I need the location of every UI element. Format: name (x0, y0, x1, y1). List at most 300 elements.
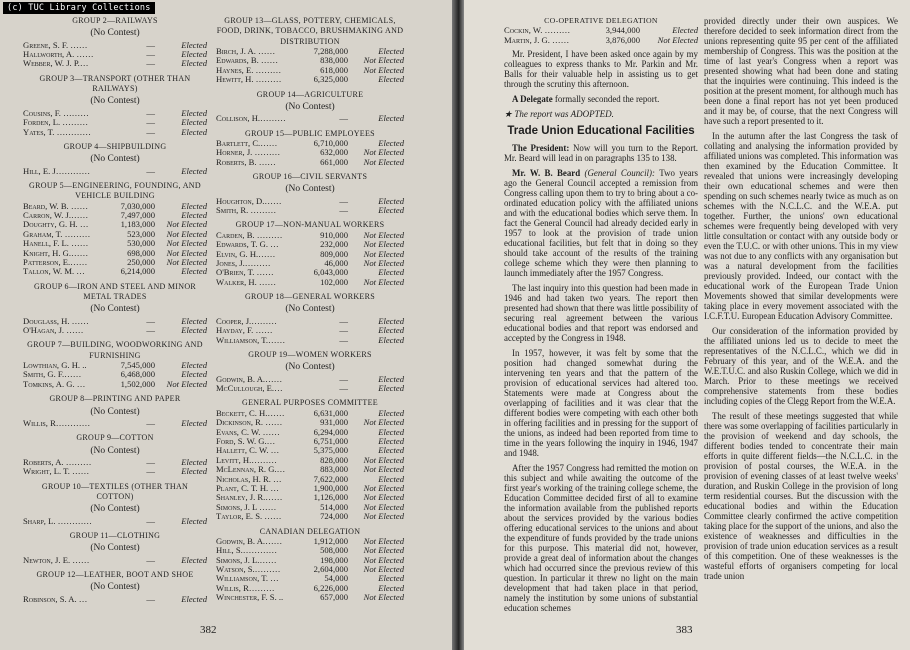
vote-count: 6,043,000 (313, 267, 348, 278)
candidate-name: Hewitt, H. ……… (216, 75, 282, 85)
candidate-name: Cockin, W. ……… (504, 26, 571, 36)
group-heading: GROUP 7—BUILDING, WOODWORKING AND FURNISHING (27, 340, 203, 360)
no-contest-label: (No Contest) (285, 362, 335, 373)
election-status: Elected (378, 267, 404, 278)
section-title: Trade Union Educational Facilities (507, 125, 695, 138)
vote-count: 1,183,000 (120, 219, 155, 230)
coop-delegation-heading: CO-OPERATIVE DELEGATION (544, 16, 658, 25)
vote-count: 6,468,000 (120, 369, 155, 380)
result-row (216, 326, 404, 335)
page-number-383: 383 (676, 624, 693, 636)
candidate-name: Hallett, C. W. … (216, 446, 280, 456)
vote-count: — (339, 113, 348, 124)
vote-count: — (146, 466, 155, 477)
no-contest-label: (No Contest) (90, 96, 140, 107)
candidate-name: Hayday, F. …… (216, 326, 273, 336)
result-row (216, 465, 404, 474)
election-status: Elected (378, 445, 404, 456)
election-status: Not Elected (363, 55, 404, 66)
no-contest-label: (No Contest) (90, 304, 140, 315)
vote-count: — (146, 515, 155, 526)
candidate-name: Godwin, B. A.…… (216, 374, 283, 384)
result-row (216, 512, 404, 521)
candidate-name: Smith, G. F.…… (23, 370, 82, 380)
result-row (23, 258, 207, 267)
candidate-name: Yates, T. ………… (23, 127, 91, 137)
vote-count: — (146, 165, 155, 176)
vote-count: — (339, 315, 348, 326)
candidate-name: Patterson, E.…… (23, 257, 88, 267)
election-status: Elected (378, 573, 404, 584)
election-status: Elected (181, 266, 207, 277)
result-row (216, 565, 404, 574)
vote-count: 1,912,000 (313, 535, 348, 546)
vote-count: 828,000 (320, 454, 348, 465)
election-status: Elected (181, 360, 207, 371)
page-number-382: 382 (200, 624, 217, 636)
vote-count: 6,226,000 (313, 582, 348, 593)
result-row (216, 158, 404, 167)
result-row (216, 259, 404, 268)
result-row (216, 336, 404, 345)
election-status: Not Elected (363, 554, 404, 565)
vote-count: 46,000 (324, 257, 348, 268)
vote-count: 102,000 (320, 276, 348, 287)
election-status: Elected (181, 165, 207, 176)
intro-paragraphs (504, 49, 698, 89)
vote-count: 2,604,000 (313, 564, 348, 575)
election-status: Elected (378, 382, 404, 393)
vote-count: 5,375,000 (313, 445, 348, 456)
vote-count: 7,497,000 (120, 209, 155, 220)
body-paragraphs-left (504, 283, 698, 613)
election-status: Elected (181, 315, 207, 326)
vote-count: 514,000 (320, 501, 348, 512)
beard-role: (General Council): (580, 167, 660, 178)
election-status: Elected (181, 209, 207, 220)
result-row (23, 109, 207, 118)
vote-count: 883,000 (320, 464, 348, 475)
election-status: Not Elected (363, 535, 404, 546)
result-row (23, 361, 207, 370)
group-heading: GROUP 10—TEXTILES (OTHER THAN COTTON) (41, 481, 189, 501)
election-status: Not Elected (363, 545, 404, 556)
election-status: Elected (378, 435, 404, 446)
vote-count: — (146, 554, 155, 565)
candidate-name: Williamson, T.…… (216, 335, 286, 345)
group-heading: GROUP 5—ENGINEERING, FOUNDING, AND VEHICLE BUILDING (29, 180, 201, 201)
vote-count: 931,000 (320, 417, 348, 428)
candidate-name: Simons, J. L.…… (216, 555, 277, 565)
result-row (23, 458, 207, 467)
vote-count: 632,000 (320, 147, 348, 158)
candidate-name: Newton, J. E. …… (23, 555, 90, 565)
candidate-name: Godwin, B. A.…… (216, 536, 283, 546)
vote-count: — (339, 195, 348, 206)
candidate-name: Carron, W. J.…… (23, 210, 89, 220)
vote-count: — (339, 334, 348, 345)
election-status: Not Elected (363, 257, 404, 268)
election-status: Not Elected (166, 256, 207, 267)
result-row (216, 197, 404, 206)
vote-count: — (146, 117, 155, 128)
result-row (216, 593, 404, 602)
election-status: Not Elected (363, 248, 404, 259)
election-status: Elected (181, 515, 207, 526)
candidate-name: Plant, C. T. H. … (216, 483, 279, 493)
candidate-name: Doughty, G. H. … (23, 220, 89, 230)
president-paragraph (504, 143, 698, 163)
group-heading: GROUP 15—PUBLIC EMPLOYEES (245, 128, 375, 138)
election-status: Elected (181, 200, 207, 211)
candidate-name: Webber, W. J. P.… (23, 59, 89, 69)
candidate-name: O'Hagan, J. …… (23, 326, 84, 336)
vote-count: 54,000 (324, 573, 348, 584)
paragraph: provided directly under their own auspices. We therefore decided to seek information direct from the unions representing quite 95 per cent of the affiliated membership of Congress. This was the position at the time of last year's Congress when a report was presented showing what had been done and stating that the inquiries were continuing. This indeed is the position at the present moment, for although much has been done a final report has not yet been produced and it may be, of course, that the next Congress will have such a report presented to it. (704, 16, 898, 126)
vote-count: 6,631,000 (313, 407, 348, 418)
result-row (23, 50, 207, 59)
result-row (23, 467, 207, 476)
vote-count: — (146, 107, 155, 118)
election-status: Elected (181, 593, 207, 604)
candidate-name: McCullough, E.… (216, 383, 283, 393)
election-status: Elected (378, 334, 404, 345)
candidate-name: Douglass, H. …… (23, 316, 89, 326)
result-row (216, 418, 404, 427)
group-heading: GROUP 8—PRINTING AND PAPER (49, 394, 181, 404)
election-status: Not Elected (166, 247, 207, 258)
vote-count: 838,000 (320, 55, 348, 66)
group-heading: GROUP 14—AGRICULTURE (256, 89, 364, 99)
election-status: Not Elected (166, 238, 207, 249)
election-column-right (216, 16, 404, 603)
result-row (216, 375, 404, 384)
vote-count: 250,000 (127, 256, 155, 267)
election-status: Elected (378, 582, 404, 593)
candidate-name: Carden, B. ……… (216, 230, 283, 240)
vote-count: — (146, 593, 155, 604)
no-contest-label: (No Contest) (90, 504, 140, 515)
election-status: Not Elected (363, 229, 404, 240)
election-status: Not Elected (363, 276, 404, 287)
president-label: The President: (512, 142, 570, 153)
result-row (216, 75, 404, 84)
candidate-name: Lowthian, G. H. .. (23, 361, 87, 371)
election-status: Elected (181, 49, 207, 59)
no-contest-label: (No Contest) (285, 184, 335, 195)
candidate-name: Evans, C. W. …… (216, 427, 280, 437)
vote-count: 910,000 (320, 229, 348, 240)
election-status: Elected (378, 315, 404, 326)
group-heading: GROUP 12—LEATHER, BOOT AND SHOE (36, 569, 194, 579)
adopted-note (504, 109, 698, 119)
group-heading: GROUP 13—GLASS, POTTERY, CHEMICALS, FOOD, DRINK, TOBACCO, BRUSHMAKING AND DISTRIBUTION (216, 16, 404, 46)
vote-count: 232,000 (320, 239, 348, 250)
election-status: Not Elected (363, 511, 404, 522)
paragraph: In 1957, however, it was felt by some that the position had changed somewhat during the intervening ten years and that the pattern of the provision of educational services had altered too. Statements were made at Congress about the overlapping of facilities and it was clear that the different bodies were competing with each other both in offering facilities and in pressing for the support of the unions, as indeed had been reported from time to time in the years following the inquiry in 1946, 1947 and 1948. (504, 347, 698, 458)
no-contest-label: (No Contest) (90, 154, 140, 165)
candidate-name: Edwards, B. …… (216, 56, 279, 66)
candidate-name: Winchester, F. S. .. (216, 593, 284, 603)
candidate-name: Graham, T. ……… (23, 229, 91, 239)
paragraph: The result of these meetings suggested that while there was some overlapping of facilities particularly in the provision of weekend and day schools, the different bodies tended to concentrate their main efforts in quite different fields—the N.C.L.C. in the provision of postal courses, the W.E.A. in the provision of evening classes of at least twelve weeks' duration, and Ruskin College in the provision of long term residential courses. But the discussion with the educational bodies and within the Education Committee clearly confirmed the active competition taking place for the support of the unions, and also the existence of weaknesses and difficulties in the provision of trade union education services as a result of this competition. One of these weaknesses is the wasteful efforts of organisers competing for local trade union (704, 411, 898, 581)
paragraph: Our consideration of the information provided by the affiliated unions led us to decide to meet the representatives of the N.C.L.C., which we did in February of this year, and of the W.E.A. and the W.E.T.U.C. and also Ruskin College, which we did in March. Prior to these meetings we received comprehensive statements from these bodies including copies of the Clegg Report from the W.E.A. (704, 326, 898, 406)
delegate-text: formally seconded the report. (552, 94, 660, 105)
vote-count: 618,000 (320, 64, 348, 75)
candidate-name: Hallworth, A. …… (23, 50, 94, 59)
vote-count: — (339, 205, 348, 216)
election-status: Elected (378, 137, 404, 148)
candidate-name: Beckett, C. H.…… (216, 408, 285, 418)
candidate-name: Levitt, H.……… (216, 455, 278, 465)
candidate-name: Jones, J.……… (216, 258, 271, 268)
paragraph: The last inquiry into this question had been made in 1946 and had taken two years. The report then presented had shown that there was little possibility of securing real agreement between the various educational bodies and that report was endorsed and accepted by the Congress in 1948. (504, 282, 698, 343)
no-contest-label: (No Contest) (90, 543, 140, 554)
vote-count: 6,214,000 (120, 266, 155, 277)
text-column-right (704, 16, 898, 586)
candidate-name: Roberts, B. …… (216, 157, 276, 167)
election-status: Elected (378, 74, 404, 85)
election-status: Not Elected (166, 378, 207, 389)
result-row (23, 517, 207, 526)
candidate-name: Shanley, J. R.…… (216, 493, 283, 503)
candidate-name: Simons, J. L …… (216, 502, 277, 512)
election-status: Not Elected (363, 156, 404, 167)
vote-count: 1,126,000 (313, 492, 348, 503)
beard-label: Mr. W. B. Beard (512, 167, 581, 178)
adopted-text: The report was ADOPTED. (514, 109, 614, 120)
candidate-name: Hill, E. J………… (23, 166, 91, 176)
vote-count: 6,294,000 (313, 426, 348, 437)
result-row (504, 36, 698, 45)
vote-count: 198,000 (320, 554, 348, 565)
election-status: Elected (378, 325, 404, 336)
page-383 (464, 0, 910, 650)
candidate-name: McLennan, R. G.… (216, 465, 286, 475)
candidate-name: Horner, J. ……… (216, 148, 281, 158)
election-status: Elected (378, 426, 404, 437)
election-status: Not Elected (363, 147, 404, 158)
group-heading: GROUP 16—CIVIL SERVANTS (252, 172, 368, 182)
election-status: Elected (181, 107, 207, 118)
election-status: Elected (181, 58, 207, 69)
result-row (23, 202, 207, 211)
election-status: Not Elected (657, 34, 698, 45)
vote-count: 1,900,000 (313, 482, 348, 493)
star-icon: ★ (504, 109, 515, 120)
result-row (23, 419, 207, 428)
vote-count: — (339, 373, 348, 384)
candidate-name: Watson, S.……… (216, 565, 281, 575)
candidate-name: Elvin, G. H.…… (216, 249, 276, 259)
vote-count: 7,545,000 (120, 360, 155, 371)
candidate-name: Edwards, T. G. … (216, 240, 279, 250)
candidate-name: Smith, R. ……… (216, 206, 277, 216)
candidate-name: Collison, H.……… (216, 114, 286, 124)
election-status: Elected (181, 325, 207, 336)
result-row (23, 267, 207, 276)
vote-count: 508,000 (320, 545, 348, 556)
election-status: Elected (672, 25, 698, 36)
election-status: Not Elected (363, 454, 404, 465)
candidate-name: Williamson, T. … (216, 574, 279, 584)
group-heading: GROUP 11—CLOTHING (69, 530, 161, 540)
election-status: Not Elected (363, 592, 404, 603)
vote-count: — (146, 58, 155, 69)
election-status: Elected (378, 373, 404, 384)
result-row (23, 41, 207, 50)
result-row (216, 114, 404, 123)
beard-paragraph (504, 168, 698, 278)
candidate-name: Cousins, F. ……… (23, 108, 89, 118)
candidate-name: Forden, L. ……… (23, 118, 89, 128)
no-contest-label: (No Contest) (90, 582, 140, 593)
election-status: Elected (181, 126, 207, 137)
result-row (216, 437, 404, 446)
vote-count: 523,000 (127, 228, 155, 239)
vote-count: — (339, 325, 348, 336)
candidate-name: Willis, R……… (216, 583, 275, 593)
candidate-name: Ford, S. W. G.… (216, 436, 276, 446)
vote-count: — (146, 456, 155, 467)
candidate-name: Haynes, E. ……… (216, 65, 282, 75)
election-status: Elected (378, 195, 404, 206)
candidate-name: Tallon, W. M. … (23, 267, 85, 277)
election-status: Elected (378, 113, 404, 124)
election-status: Elected (181, 117, 207, 128)
beard-text: Two years ago the General Council accepted a remission from Congress calling upon them to try to bring about a co-ordinated education policy with the affiliated unions and with the educational bodies which serve them. In fact the General Council had already decided early in 1957 to look at the provision of trade union educational facilities, but felt that in doing so they should take account of the results of the training college scheme which they were then planning to launch immediately after the 1957 Congress. (504, 167, 698, 278)
election-status: Not Elected (363, 482, 404, 493)
result-row (216, 428, 404, 437)
vote-count: 3,876,000 (605, 34, 640, 45)
election-status: Elected (181, 456, 207, 467)
election-status: Not Elected (166, 219, 207, 230)
coop-delegation-results (504, 26, 698, 45)
vote-count: — (146, 417, 155, 428)
result-row (216, 317, 404, 326)
vote-count: — (146, 49, 155, 59)
election-status: Not Elected (166, 228, 207, 239)
candidate-name: Knight, H. G.…… (23, 248, 89, 258)
candidate-name: Dickinson, R. …… (216, 418, 283, 428)
candidate-name: Nicholas, H. R. … (216, 474, 282, 484)
vote-count: — (339, 382, 348, 393)
election-status: Not Elected (363, 64, 404, 75)
election-column-left (23, 16, 207, 604)
candidate-name: Wright, L. T. …… (23, 467, 90, 477)
paragraph: Mr. President, I have been asked once again by my colleagues to express thanks to Mr. Parkin and Mr. Balls for their valuable help in assisting us to get through the scrutiny this afternoon. (504, 49, 698, 90)
candidate-name: Houghton, D.…… (216, 196, 282, 206)
text-column-left (504, 16, 698, 618)
group-heading: CANADIAN DELEGATION (259, 526, 361, 536)
result-row (23, 317, 207, 326)
candidate-name: Birch, J. A. …… (216, 46, 276, 56)
candidate-name: Tomkins, A. G. … (23, 379, 86, 389)
result-row (23, 128, 207, 137)
group-heading: GROUP 2—RAILWAYS (72, 16, 158, 25)
candidate-name: Walker, H. …… (216, 277, 277, 287)
candidate-name: Taylor, E. S. …… (216, 512, 282, 522)
result-row (23, 167, 207, 176)
candidate-name: Beard, W. B. …… (23, 201, 89, 211)
paragraph: After the 1957 Congress had remitted the motion on this subject and while awaiting the outcome of the first year's working of the training college scheme, the Education Committee decided first of all to examine the information available from the published reports about the services provided by the various bodies offering educational services to the unions and about the expenditure of funds provided by the trade unions for this purpose. This material did not, however, provide a great deal of information about the changes which had occurred since the previous review of this question. In particular it threw no light on the main development that had taken place in that period, namely the institution by some unions of substantial education schemes (504, 462, 698, 613)
result-row (23, 595, 207, 604)
election-status: Elected (378, 473, 404, 484)
result-row (216, 384, 404, 393)
no-contest-label: (No Contest) (285, 101, 335, 112)
page-382 (0, 0, 452, 650)
candidate-name: Hanell, F. L. …… (23, 239, 89, 249)
result-row (23, 556, 207, 565)
candidate-name: Willis, R………… (23, 418, 91, 428)
group-heading: GROUP 4—SHIPBUILDING (63, 141, 167, 151)
president-text: Now will you turn to the Report. Mr. Beard will lead in on paragraphs 135 to 138. (504, 142, 698, 163)
group-heading: GROUP 17—NON-MANUAL WORKERS (235, 220, 385, 230)
paragraph: In the autumn after the last Congress the task of collating and analysing the information provided by affiliated unions was completed. This information was then examined by the Education Committee. It revealed that unions were increasingly developing their own educational schemes and were then spending on such schemes nearly twice as much as on schemes with the N.C.L.C. and the W.E.A. put together. Further, the unions' own educational schemes were frequently being developed with very little consultation or contact with any outside body or even the T.U.C. or with other unions. This in my view was not due to any conflicts with any organisation but was a natural development from the facilities previously provided. Indeed, our contact with the educational work of the European Trade Union Movements showed that similar developments were taking place in every movement associated with the I.C.F.T.U. European Education Advisory Committee. (704, 131, 898, 321)
group-heading: GENERAL PURPOSES COMMITTEE (242, 398, 378, 408)
no-contest-label: (No Contest) (90, 406, 140, 417)
candidate-name: Hill, S.………… (216, 546, 278, 556)
candidate-name: Greene, S. F. …… (23, 40, 88, 50)
election-status: Elected (378, 45, 404, 56)
election-status: Elected (181, 39, 207, 50)
vote-count: 657,000 (320, 592, 348, 603)
delegate-paragraph (504, 94, 698, 104)
vote-count: 6,325,000 (313, 74, 348, 85)
vote-count: 698,000 (127, 247, 155, 258)
candidate-name: Martin, J. G. …… (504, 35, 570, 45)
vote-count: 1,502,000 (120, 378, 155, 389)
candidate-name: Robinson, S. A. … (23, 594, 88, 604)
vote-count: — (146, 325, 155, 336)
group-heading: GROUP 19—WOMEN WORKERS (248, 349, 372, 359)
election-status: Elected (378, 205, 404, 216)
election-status: Elected (181, 554, 207, 565)
election-status: Not Elected (363, 464, 404, 475)
vote-count: 6,751,000 (313, 435, 348, 446)
no-contest-label: (No Contest) (285, 304, 335, 315)
group-heading: GROUP 6—IRON AND STEEL AND MINOR METAL TRADES (33, 281, 197, 302)
library-watermark: (c) TUC Library Collections (3, 2, 155, 14)
group-heading: GROUP 3—TRANSPORT (OTHER THAN RAILWAYS) (39, 73, 191, 94)
candidate-name: Sharp, L. ………… (23, 516, 93, 526)
candidate-name: Bartlett, C.…… (216, 138, 278, 148)
result-row (23, 380, 207, 389)
election-status: Elected (181, 466, 207, 477)
election-status: Not Elected (363, 564, 404, 575)
book-gutter (452, 0, 464, 650)
election-status: Not Elected (363, 501, 404, 512)
vote-count: 7,030,000 (120, 200, 155, 211)
result-row (216, 206, 404, 215)
election-status: Elected (181, 369, 207, 380)
vote-count: — (146, 126, 155, 137)
candidate-name: Roberts, A. ……… (23, 457, 92, 467)
election-status: Not Elected (363, 492, 404, 503)
election-status: Not Elected (363, 239, 404, 250)
result-row (216, 574, 404, 583)
no-contest-label: (No Contest) (90, 445, 140, 456)
result-row (23, 118, 207, 127)
vote-count: 809,000 (320, 248, 348, 259)
candidate-name: O'Brien, T. …… (216, 268, 274, 278)
result-row (23, 326, 207, 335)
vote-count: 7,288,000 (313, 45, 348, 56)
result-row (216, 66, 404, 75)
result-row (216, 278, 404, 287)
vote-count: 6,710,000 (313, 137, 348, 148)
vote-count: 3,944,000 (605, 25, 640, 36)
